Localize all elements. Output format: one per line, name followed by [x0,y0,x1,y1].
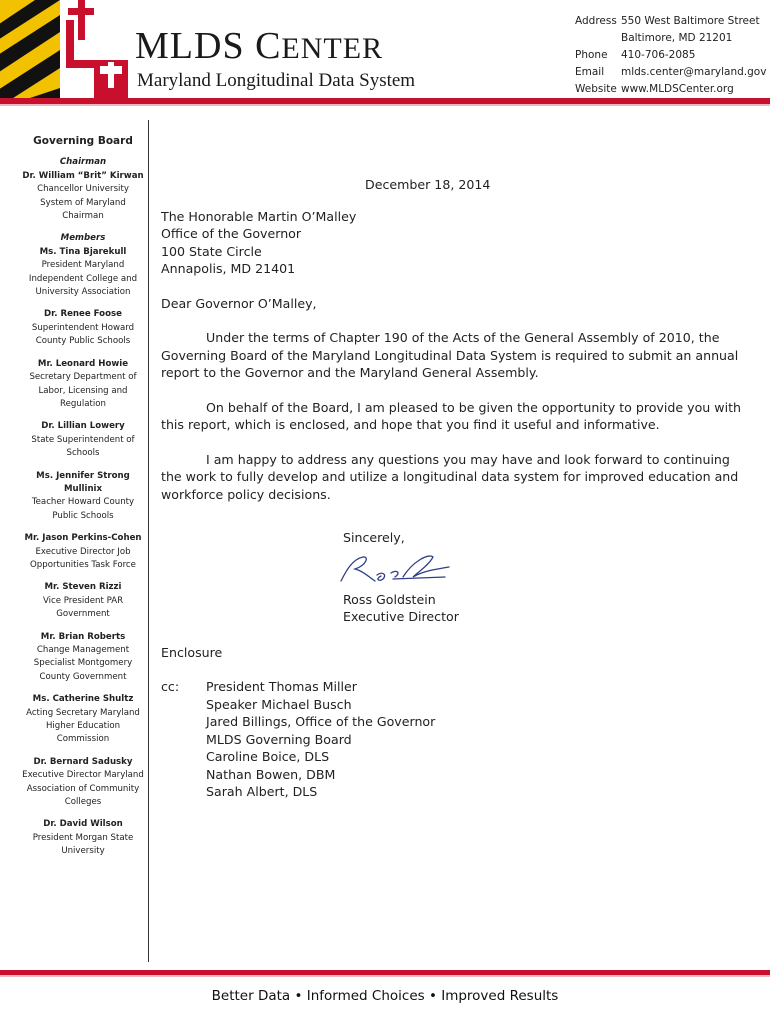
organization-subtitle: Maryland Longitudinal Data System [137,70,416,91]
cc-recipient: Caroline Boice, DLS [206,749,330,764]
governing-board-list [22,135,144,868]
board-member: Mr. Brian Roberts Change Management Specialist Montgomery County Government [33,631,133,682]
signature-icon [333,551,453,591]
board-heading: Governing Board [33,135,133,147]
paragraph: On behalf of the Board, I am pleased to be given the opportunity to provide you with this report, which is enclosed, and hope that you find it useful and informative. [161,399,741,432]
board-member: Dr. Bernard Sadusky Executive Director Maryland Association of Community Colleges [22,756,144,808]
board-chairman: Chairman Dr. William “Brit” Kirwan Chancellor University System of Maryland Chairman [22,157,144,222]
board-member: Dr. Lillian Lowery State Superintendent of Schools [31,421,135,459]
cc-recipient: MLDS Governing Board [206,731,352,747]
cc-recipient: Jared Billings, Office of the Governor [206,714,436,729]
contact-block [575,13,766,98]
header-divider-accent [0,104,770,106]
letter-date: December 18, 2014 [365,177,491,192]
column-divider [148,120,149,962]
board-member: Dr. Renee Foose Superintendent Howard County Public Schools [31,309,135,347]
signer-name: Ross Goldstein [343,591,436,607]
footer-tagline: Better Data • Informed Choices • Improved Results [211,988,559,1004]
maryland-flag-icon [0,0,135,108]
salutation: Dear Governor O’Malley, [161,295,317,311]
paragraph: I am happy to address any questions you may have and look forward to continuing the work to fully develop and utilize a longitudinal data system for improved education and workforce policy decisions. [161,451,739,502]
paragraph: Under the terms of Chapter 190 of the Acts of the General Assembly of 2010, the Governing Board of the Maryland Longitudinal Data System is required to submit an annual report to the Governor and the Maryland General Assembly. [161,330,739,380]
signature [333,551,751,591]
board-member: Members Ms. Tina Bjarekull President Maryland Independent College and University Association [28,233,138,298]
board-member: Ms. Jennifer Strong Mullinix Teacher Howard County Public Schools [31,470,135,521]
cc-recipient: Sarah Albert, DLS [206,784,318,799]
letter-body [161,176,751,801]
contact-phone: Phone 410-706-2085 [575,49,696,61]
contact-website[interactable]: Website www.MLDSCenter.org [575,83,734,95]
signer-title: Executive Director [343,609,459,624]
closing: Sincerely, [343,530,405,545]
footer-divider-accent [0,975,770,977]
enclosure-note: Enclosure [161,644,223,660]
board-member: Dr. David Wilson President Morgan State University [32,819,134,857]
recipient-address: The Honorable Martin O’Malley Office of the Governor 100 State Circle Annapolis, MD 21401 [161,208,357,276]
contact-email[interactable]: Email mlds.center@maryland.gov [575,66,767,78]
cc-recipient: Nathan Bowen, DBM [206,766,336,782]
board-member: Ms. Catherine Shultz Acting Secretary Maryland Higher Education Commission [26,694,140,745]
cc-list: cc: President Thomas Miller Speaker Michael Busch Jared Billings, Office of the Governor MLDS Governing Board Caroline Boice, DLS Nathan Bowen, DBM Sarah Albert, DLS [161,679,436,799]
board-member: Mr. Steven Rizzi Vice President PAR Government [42,582,124,620]
maryland-flag-logo [0,0,135,108]
organization-title: MLDS CENTER [135,25,384,67]
contact-address-2: Baltimore, MD 21201 [621,32,733,44]
contact-address: Address 550 West Baltimore Street [575,15,760,27]
cc-recipient: Speaker Michael Busch [206,696,352,712]
cc-recipient: President Thomas Miller [206,679,357,694]
cc-recipients [206,678,435,801]
board-member: Mr. Jason Perkins-Cohen Executive Director Job Opportunities Task Force [24,533,142,570]
board-member: Mr. Leonard Howie Secretary Department of Labor, Licensing and Regulation [29,358,137,409]
